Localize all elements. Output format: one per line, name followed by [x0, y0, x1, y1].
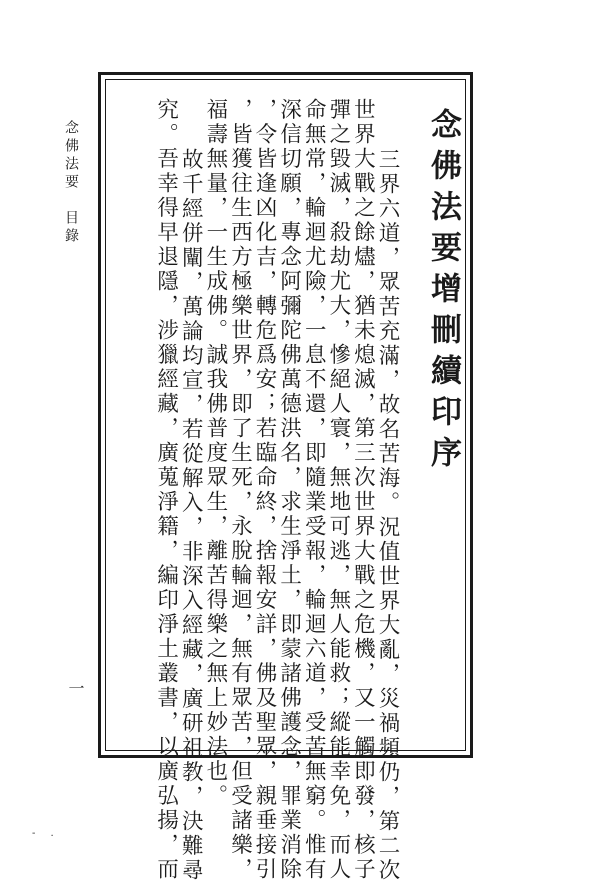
text-column-5: 深信切願，專念阿彌陀佛萬德洪名，求生淨土，即蒙諸佛護念，罪業消除 [276, 98, 302, 882]
section-label: 目錄 [63, 210, 79, 246]
text-column-1: 三界六道，眾苦充滿，故名苦海。況值世界大亂，災禍頻仍，第二次 [375, 148, 400, 883]
text-column-6: ，令皆逢凶化吉，轉危爲安；若臨命終，捨報安詳，佛及聖眾，親垂接引 [252, 98, 278, 882]
text-column-8: 福壽無量，一生成佛。誠我佛普度眾生，離苦得樂之無上妙法也。 [202, 98, 228, 809]
text-frame [98, 72, 473, 883]
text-column-9: 故千經併闡，萬論均宣，若從解入，非深入經藏，廣研祖教，決難尋 [178, 148, 204, 883]
preface-title: 念佛法要增刪續印序 [425, 108, 461, 477]
text-column-7: ，皆獲往生西方極樂世界，即了生死，永脫輪迴，無有眾苦，但受諸樂， [227, 98, 253, 882]
text-column-3: 彈之毀滅，殺劫尤大，慘絕人寰，無地可逃，無人能救；縱能幸免，而人 [325, 98, 351, 882]
text-column-10: 究。吾幸得早退隱，涉獵經藏，廣蒐淨籍，編印淨土叢書，以廣弘揚，而 [153, 98, 179, 882]
text-column-4: 命無常，輪迴尤險，一息不還，即隨業受報，輪迴六道，受苦無窮。惟有 [301, 98, 327, 882]
text-column-2: 世界大戰之餘燼，猶未熄滅，第三次世界大戰之危機，又一觸即發，核子 [350, 98, 376, 882]
book-title: 念佛法要 [63, 120, 79, 192]
inner-frame [105, 79, 466, 883]
scan-marks: - . [32, 828, 60, 839]
running-header [60, 120, 82, 246]
page-number: 一 [66, 680, 85, 696]
vertical-text-body [112, 98, 461, 883]
